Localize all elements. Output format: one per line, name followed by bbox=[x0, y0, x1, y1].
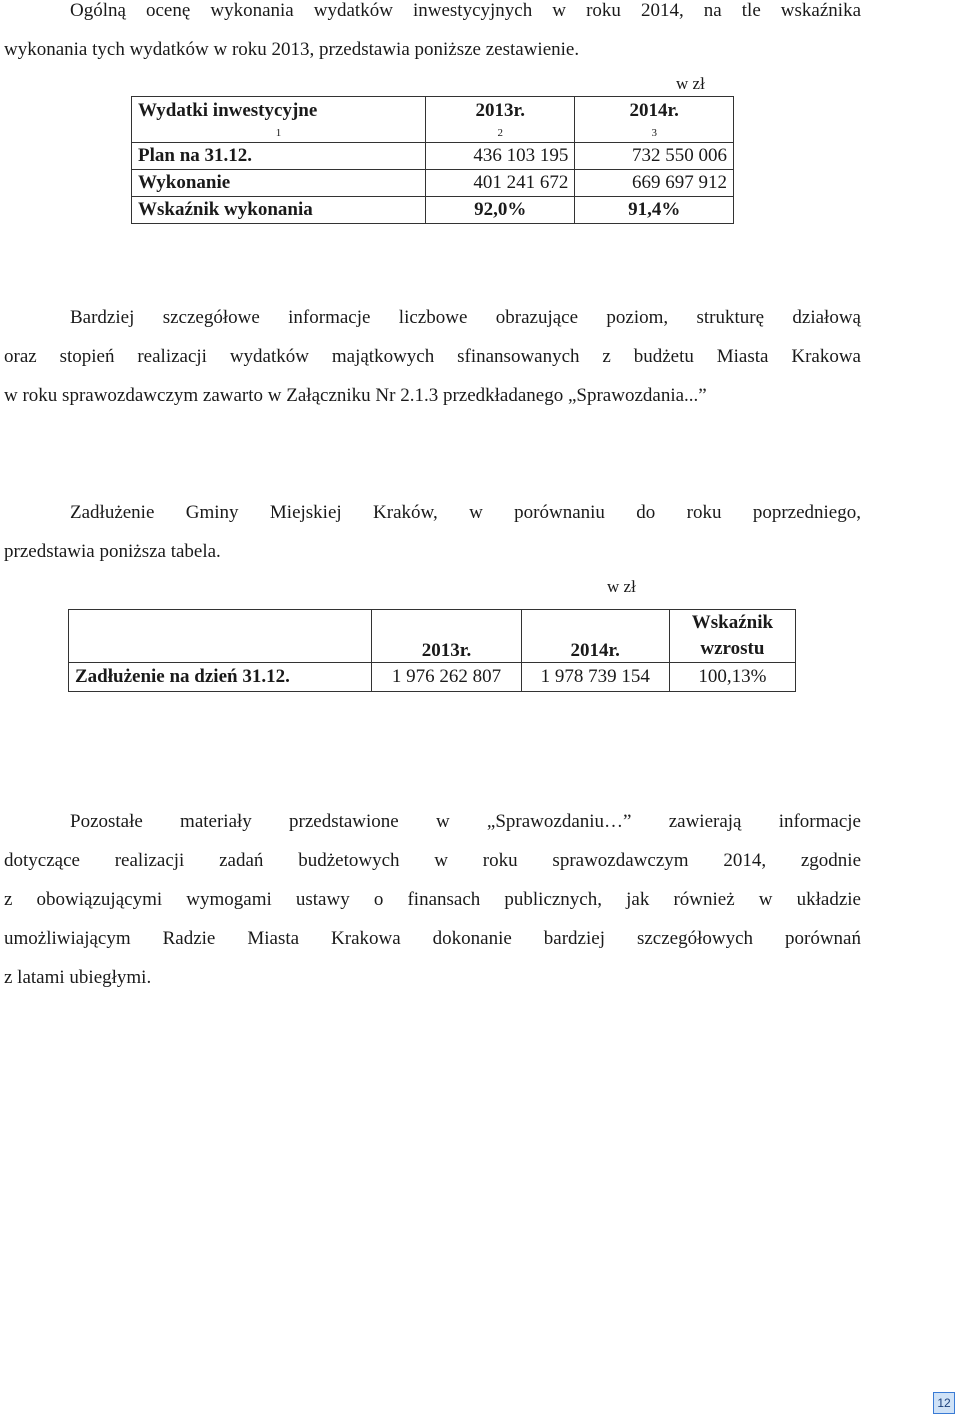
debt-line-1: Zadłużenie Gminy Miejskiej Kraków, w porównaniu do roku poprzedniego, bbox=[70, 502, 861, 523]
header-cell: 2014r. bbox=[575, 97, 734, 125]
cell-value: 401 241 672 bbox=[426, 170, 575, 197]
cell-value: 669 697 912 bbox=[575, 170, 734, 197]
column-number-row bbox=[132, 124, 734, 143]
table-header-row bbox=[69, 610, 796, 663]
closing-line-5: z latami ubiegłymi. bbox=[4, 967, 152, 988]
column-number: 2 bbox=[426, 124, 575, 143]
details-line-3: w roku sprawozdawczym zawarto w Załączniku Nr 2.1.3 przedkładanego „Sprawozdania...” bbox=[4, 385, 707, 406]
header-cell: Wskaźnik wzrostu bbox=[669, 610, 795, 663]
cell-value: 91,4% bbox=[575, 197, 734, 224]
debt-table bbox=[68, 609, 796, 692]
table-row bbox=[132, 143, 734, 170]
page-number-badge: 12 bbox=[933, 1392, 955, 1414]
cell-value: 732 550 006 bbox=[575, 143, 734, 170]
intro-line-2: wykonania tych wydatków w roku 2013, przedstawia poniższe zestawienie. bbox=[4, 39, 580, 60]
debt-paragraph bbox=[4, 493, 861, 571]
row-label: Plan na 31.12. bbox=[132, 143, 426, 170]
cell-value: 1 978 739 154 bbox=[521, 663, 669, 692]
investment-table bbox=[131, 96, 734, 224]
cell-value: 436 103 195 bbox=[426, 143, 575, 170]
table-row bbox=[132, 170, 734, 197]
header-cell: Wydatki inwestycyjne bbox=[132, 97, 426, 125]
header-cell: 2013r. bbox=[372, 610, 521, 663]
table-row bbox=[132, 197, 734, 224]
row-label: Wykonanie bbox=[132, 170, 426, 197]
header-cell: 2013r. bbox=[426, 97, 575, 125]
table-header-row bbox=[132, 97, 734, 125]
row-label: Zadłużenie na dzień 31.12. bbox=[69, 663, 372, 692]
intro-paragraph bbox=[4, 0, 861, 69]
details-paragraph bbox=[4, 298, 861, 415]
details-line-2: oraz stopień realizacji wydatków majątkowych sfinansowanych z budżetu Miasta Krakowa bbox=[4, 346, 861, 367]
closing-line-1: Pozostałe materiały przedstawione w „Sprawozdaniu…” zawierają informacje bbox=[70, 811, 861, 832]
closing-paragraph bbox=[4, 802, 861, 997]
intro-line-1: Ogólną ocenę wykonania wydatków inwestycyjnych w roku 2014, na tle wskaźnika bbox=[70, 0, 861, 21]
cell-value: 100,13% bbox=[669, 663, 795, 692]
header-cell: 2014r. bbox=[521, 610, 669, 663]
closing-line-4: umożliwiającym Radzie Miasta Krakowa dokonanie bardziej szczegółowych porównań bbox=[4, 928, 861, 949]
table2-unit: w zł bbox=[607, 577, 636, 596]
column-number: 1 bbox=[132, 124, 426, 143]
row-label: Wskaźnik wykonania bbox=[132, 197, 426, 224]
cell-value: 1 976 262 807 bbox=[372, 663, 521, 692]
header-cell-empty bbox=[69, 610, 372, 663]
closing-line-3: z obowiązującymi wymogami ustawy o finansach publicznych, jak również w układzie bbox=[4, 889, 861, 910]
column-number: 3 bbox=[575, 124, 734, 143]
details-line-1: Bardziej szczegółowe informacje liczbowe obrazujące poziom, strukturę działową bbox=[70, 307, 861, 328]
closing-line-2: dotyczące realizacji zadań budżetowych w roku sprawozdawczym 2014, zgodnie bbox=[4, 850, 861, 871]
cell-value: 92,0% bbox=[426, 197, 575, 224]
debt-line-2: przedstawia poniższa tabela. bbox=[4, 541, 221, 562]
table-row bbox=[69, 663, 796, 692]
table1-unit: w zł bbox=[676, 74, 705, 93]
